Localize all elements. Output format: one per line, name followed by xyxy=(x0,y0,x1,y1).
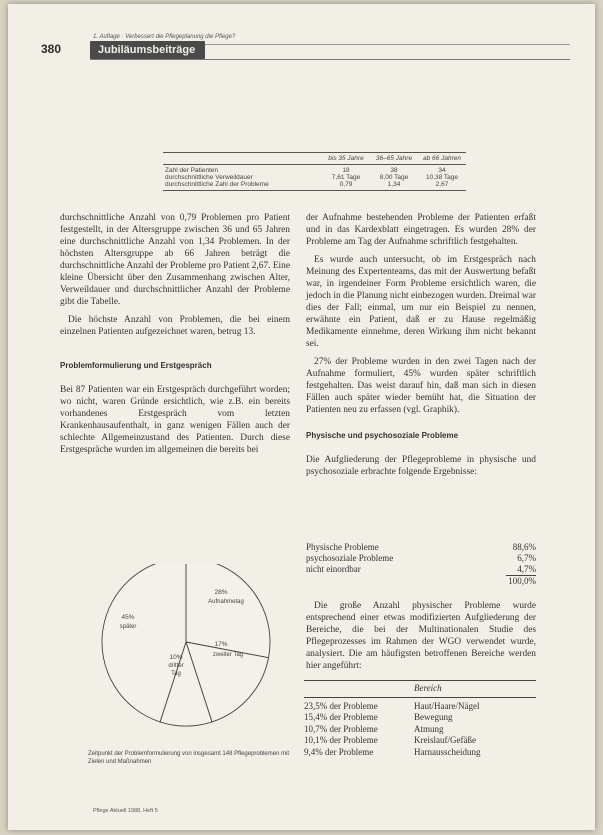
paragraph: Es wurde auch untersucht, ob im Erstgespräch nach Meinung des Expertenteams, das mit der Auswertung befaßt war, in irgendeiner Form Probleme ersichtlich waren, die jedoch in die Planung nicht einbezogen wurden. Dreimal war dies der Fall; einmal, um nur ein Beispiel zu nennen, erwähnte ein Patient, daß er zu Hause regelmäßig Medikamente einnehme, deren Wirkung ihm nicht bekannt sei. xyxy=(306,255,536,349)
slice-label-dritter-pct: 10% xyxy=(169,654,183,661)
slice-label-dritter-tag: Tag xyxy=(171,671,181,677)
table-row: durchschnittliche Verweildauer 7,61 Tage 8,00 Tage 10,38 Tage xyxy=(165,174,459,181)
table-row: Zahl der Patienten 18 38 34 xyxy=(165,167,446,174)
running-head: 1. Auflage · Verbessert die Pflegeplanung die Pflege? xyxy=(93,34,236,40)
age-table xyxy=(163,152,466,191)
journal-page xyxy=(8,4,595,830)
paragraph: durchschnittliche Anzahl von 0,79 Problemen pro Patient festgestellt, in der Altersgruppe zwischen 36 und 65 Jahren eine durchschnittliche Anzahl von 1,34 Problemen. In der höchsten Altersgruppe ab 66 Jahren beträgt die durchschnittliche Anzahl der Probleme pro Patient 2,67. Eine kleine Übersicht über den Zusammenhang zwischen Alter, Verweildauer und durchschnittlicher Anzahl der Probleme gibt die Tabelle. xyxy=(60,213,290,307)
paragraph: Bei 87 Patienten war ein Erstgespräch durchgeführt worden; wo nicht, waren Gründe ersichtlich, wie z.B. ein bereits vorhandenes Erstgespräch vom letzten Krankenhausaufenthalt, in ganz wenigen Fällen auch der schlechte Allgemeinzustand des Patienten. Durch diese Erstgespräche wurden im allgemeinen die bereits bei xyxy=(60,385,290,455)
areas-table-header: Bereich xyxy=(414,683,442,693)
slice-label-zweiter-pct: 17% xyxy=(214,641,228,648)
slice-label-spaeter-pct: 45% xyxy=(121,614,135,621)
page-number: 380 xyxy=(41,42,62,56)
page-footer: Pflege Aktuell 1988, Heft 5 xyxy=(93,808,158,814)
list-item: Physische Probleme 88,6% xyxy=(306,542,536,552)
right-column-continued xyxy=(306,600,536,678)
list-total: 100,0% xyxy=(508,576,536,586)
slice-label-dritter: dritter xyxy=(168,663,184,669)
left-column xyxy=(60,212,290,462)
slice-label-aufnahmetag-pct: 28% xyxy=(214,589,228,596)
table-row: 10,7% der Probleme Atmung xyxy=(304,723,444,734)
areas-table xyxy=(304,680,536,758)
section-heading: Physische und psychosoziale Probleme xyxy=(306,431,459,440)
paragraph: der Aufnahme bestehenden Probleme der Patienten erfaßt und in das Kardexblatt eingetragen. Es wurden 28% der Probleme am Tag der Aufnahme schriftlich festgehalten. xyxy=(306,213,536,247)
slice-label-aufnahmetag: Aufnahmetag xyxy=(208,599,244,605)
pie-slice-aufnahmetag xyxy=(186,564,270,658)
col-header: bis 35 Jahre xyxy=(328,155,364,162)
slice-label-spaeter: später xyxy=(119,624,137,630)
header-rule xyxy=(90,59,570,60)
section-heading: Problemformulierung und Erstgespräch xyxy=(60,361,212,370)
col-header: 36–65 Jahre xyxy=(375,155,413,162)
right-column xyxy=(306,212,536,484)
table-row: 15,4% der Probleme Bewegung xyxy=(304,712,453,722)
list-item: nicht einordbar 4,7% xyxy=(306,564,536,574)
col-header: ab 66 Jahren xyxy=(423,155,461,162)
paragraph: Die Aufgliederung der Pflegeprobleme in physische und psychosoziale erbrachte folgende Ergebnisse: xyxy=(306,455,536,477)
table-row: 23,5% der Probleme Haut/Haare/Nägel xyxy=(304,700,480,711)
pie-caption: Zeitpunkt der Problemformulierung von insgesamt 148 Pflegeproblemen mit Zielen und Maßnahmen xyxy=(88,751,290,765)
problem-type-list xyxy=(306,542,536,587)
table-row: 9,4% der Probleme Harnausscheidung xyxy=(304,746,481,757)
paragraph: Die große Anzahl physischer Probleme wurde entsprechend einer etwas modifizierten Aufgliederung der Bereiche, die bei der Multinationalen Studie des Pflegeprozesses im Rahmen der WGO verwendet wurde, analysiert. Die am häufigsten betroffenen Bereiche werden hier angeführt: xyxy=(306,601,536,671)
section-banner: Jubiläumsbeiträge xyxy=(90,41,205,59)
table-row: durchschnittliche Zahl der Probleme 0,79 1,34 2,67 xyxy=(165,181,449,188)
age-table-header xyxy=(163,155,466,162)
table-row: 10,1% der Probleme Kreislauf/Gefäße xyxy=(304,735,476,745)
list-item: psychosoziale Probleme 6,7% xyxy=(306,553,536,563)
slice-label-zweiter: zweiter Tag xyxy=(212,652,244,658)
paragraph: 27% der Probleme wurden in den zwei Tagen nach der Aufnahme formuliert, 45% wurden später schriftlich festgehalten. Das weist darauf hin, daß man sich in diesen Fällen auch später wieder bemüht hat, die Situation der Patienten neu zu erfassen (vgl. Graphik). xyxy=(306,357,536,415)
pie-chart xyxy=(86,564,286,749)
paragraph: Die höchste Anzahl von Problemen, die bei einem einzelnen Patienten aufgezeichnet waren, betrug 13. xyxy=(60,315,290,337)
